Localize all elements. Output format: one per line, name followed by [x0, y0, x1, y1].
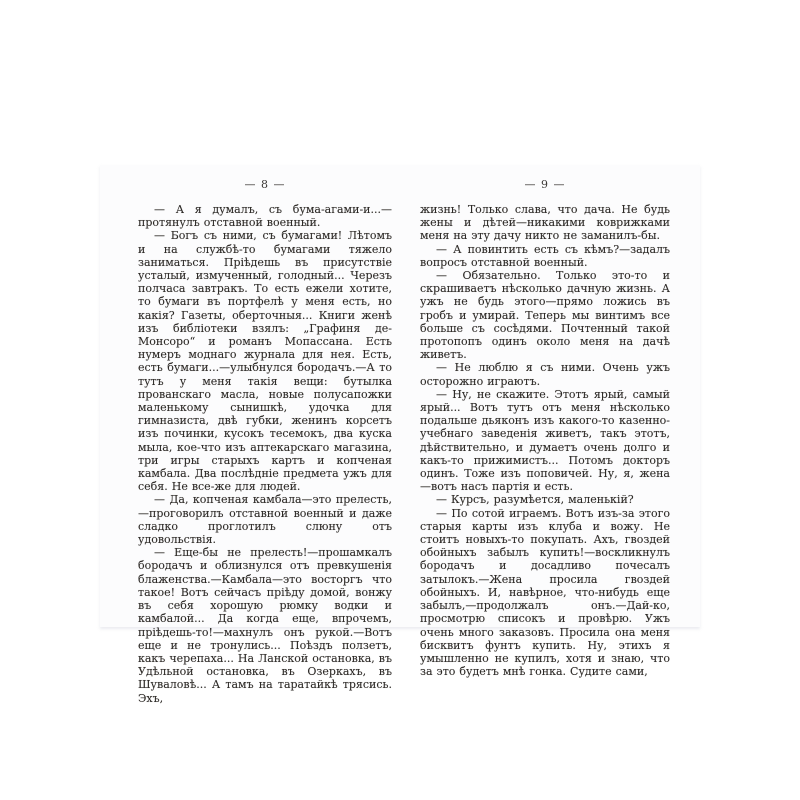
- paragraph: — Ну, не скажите. Этотъ ярый, самый ярый... Вотъ тутъ отъ меня нѣсколько подальше дьяконъ изъ какого-то казенно-учебнаго заведенія живетъ, такъ этотъ, дѣйствительно, и думаетъ очень долго и какъ-то прижимистъ... Потомъ докторъ одинъ. Тоже изъ поповичей. Ну, я, жена—вотъ насъ партія и есть.: [420, 387, 670, 494]
- page-9: [420, 165, 670, 678]
- paragraph: — Еще-бы не прелесть!—прошамкалъ бородачъ и облизнулся отъ превкушенія блаженства.—Камбала—это восторгъ что такое! Вотъ сейчасъ пріѣду домой, вонжу въ себя хорошую рюмку водки и камбалой... Да когда еще, впрочемъ, пріѣдешь-то!—махнулъ онъ рукой.—Вотъ еще и не тронулись... Поѣздъ ползетъ, какъ черепаха... На Ланской остановка, въ Удѣльной остановка, въ Озеркахъ, въ Шуваловѣ... А тамъ на таратайкѣ трясись. Эхъ,: [138, 546, 392, 705]
- page-text-block: [138, 203, 392, 705]
- paragraph: — Курсъ, разумѣется, маленькій?: [436, 493, 634, 507]
- page-number-header: — 8 —: [244, 178, 286, 191]
- book-page-spread: [100, 165, 700, 705]
- paragraph: — Да, копченая камбала—это прелесть,—проговорилъ отставной военный и даже сладко проглотилъ слюну отъ удовольствія.: [138, 493, 392, 547]
- page-number-header: — 9 —: [524, 178, 566, 191]
- page-text-block: [420, 203, 670, 678]
- paragraph: — Богъ съ ними, съ бумагами! Лѣтомъ и на службѣ-то бумагами тяжело заниматься. Пріѣдешь въ присутствіе усталый, измученный, голодный... Черезъ полчаса завтракъ. То есть ежели хотите, то бумаги въ портфелѣ у меня есть, но какія? Газеты, оберточныя... Книги женѣ изъ библіотеки взялъ: „Графиня де-Монсоро“ и романъ Мопассана. Есть нумеръ моднаго журнала для нея. Есть, есть бумаги...—улыбнулся бородачъ.—А то тутъ у меня такія вещи: бутылка прованскаго масла, новые полусапожки маленькому сынишкѣ, удочка для гимназиста, двѣ губки, женинъ корсетъ изъ починки, кусокъ тесемокъ, два куска мыла, кое-что изъ аптекарскаго магазина, три игры старыхъ картъ и копченая камбала. Два послѣдніе предмета ужъ для себя. Не все-же для людей.: [138, 229, 392, 494]
- paragraph: — Не люблю я съ ними. Очень ужъ осторожно играютъ.: [420, 361, 670, 388]
- paragraph: — А повинтить есть съ кѣмъ?—задалъ вопросъ отставной военный.: [420, 242, 670, 269]
- paragraph: — Обязательно. Только это-то и скрашиваетъ нѣсколько дачную жизнь. А ужъ не будь этого—прямо ложись въ гробъ и умирай. Теперь мы винтимъ все больше съ сосѣдями. Почтенный такой протопопъ одинъ около меня на дачѣ живетъ.: [420, 269, 670, 362]
- paragraph: — По сотой играемъ. Вотъ изъ-за этого старыя карты изъ клуба и вожу. Не стоитъ новыхъ-то покупать. Ахъ, гвоздей обойныхъ забылъ купить!—воскликнулъ бородачъ и досадливо почесалъ затылокъ.—Жена просила гвоздей обойныхъ. И, навѣрное, что-нибудь еще забылъ,—продолжалъ онъ.—Дай-ко, просмотрю списокъ и провѣрю. Ужъ очень много заказовъ. Просила она меня бисквитъ фунтъ купить. Ну, этихъ я умышленно не купилъ, хотя и знаю, что за это будетъ мнѣ гонка. Судите сами,: [420, 506, 670, 679]
- page-8: [138, 165, 392, 705]
- paragraph: жизнь! Только слава, что дача. Не будь жены и дѣтей—никакими коврижками меня на эту дачу никто не заманилъ-бы.: [420, 203, 670, 243]
- paragraph: — А я думалъ, съ бума-агами-и...—протянулъ отставной военный.: [138, 203, 392, 230]
